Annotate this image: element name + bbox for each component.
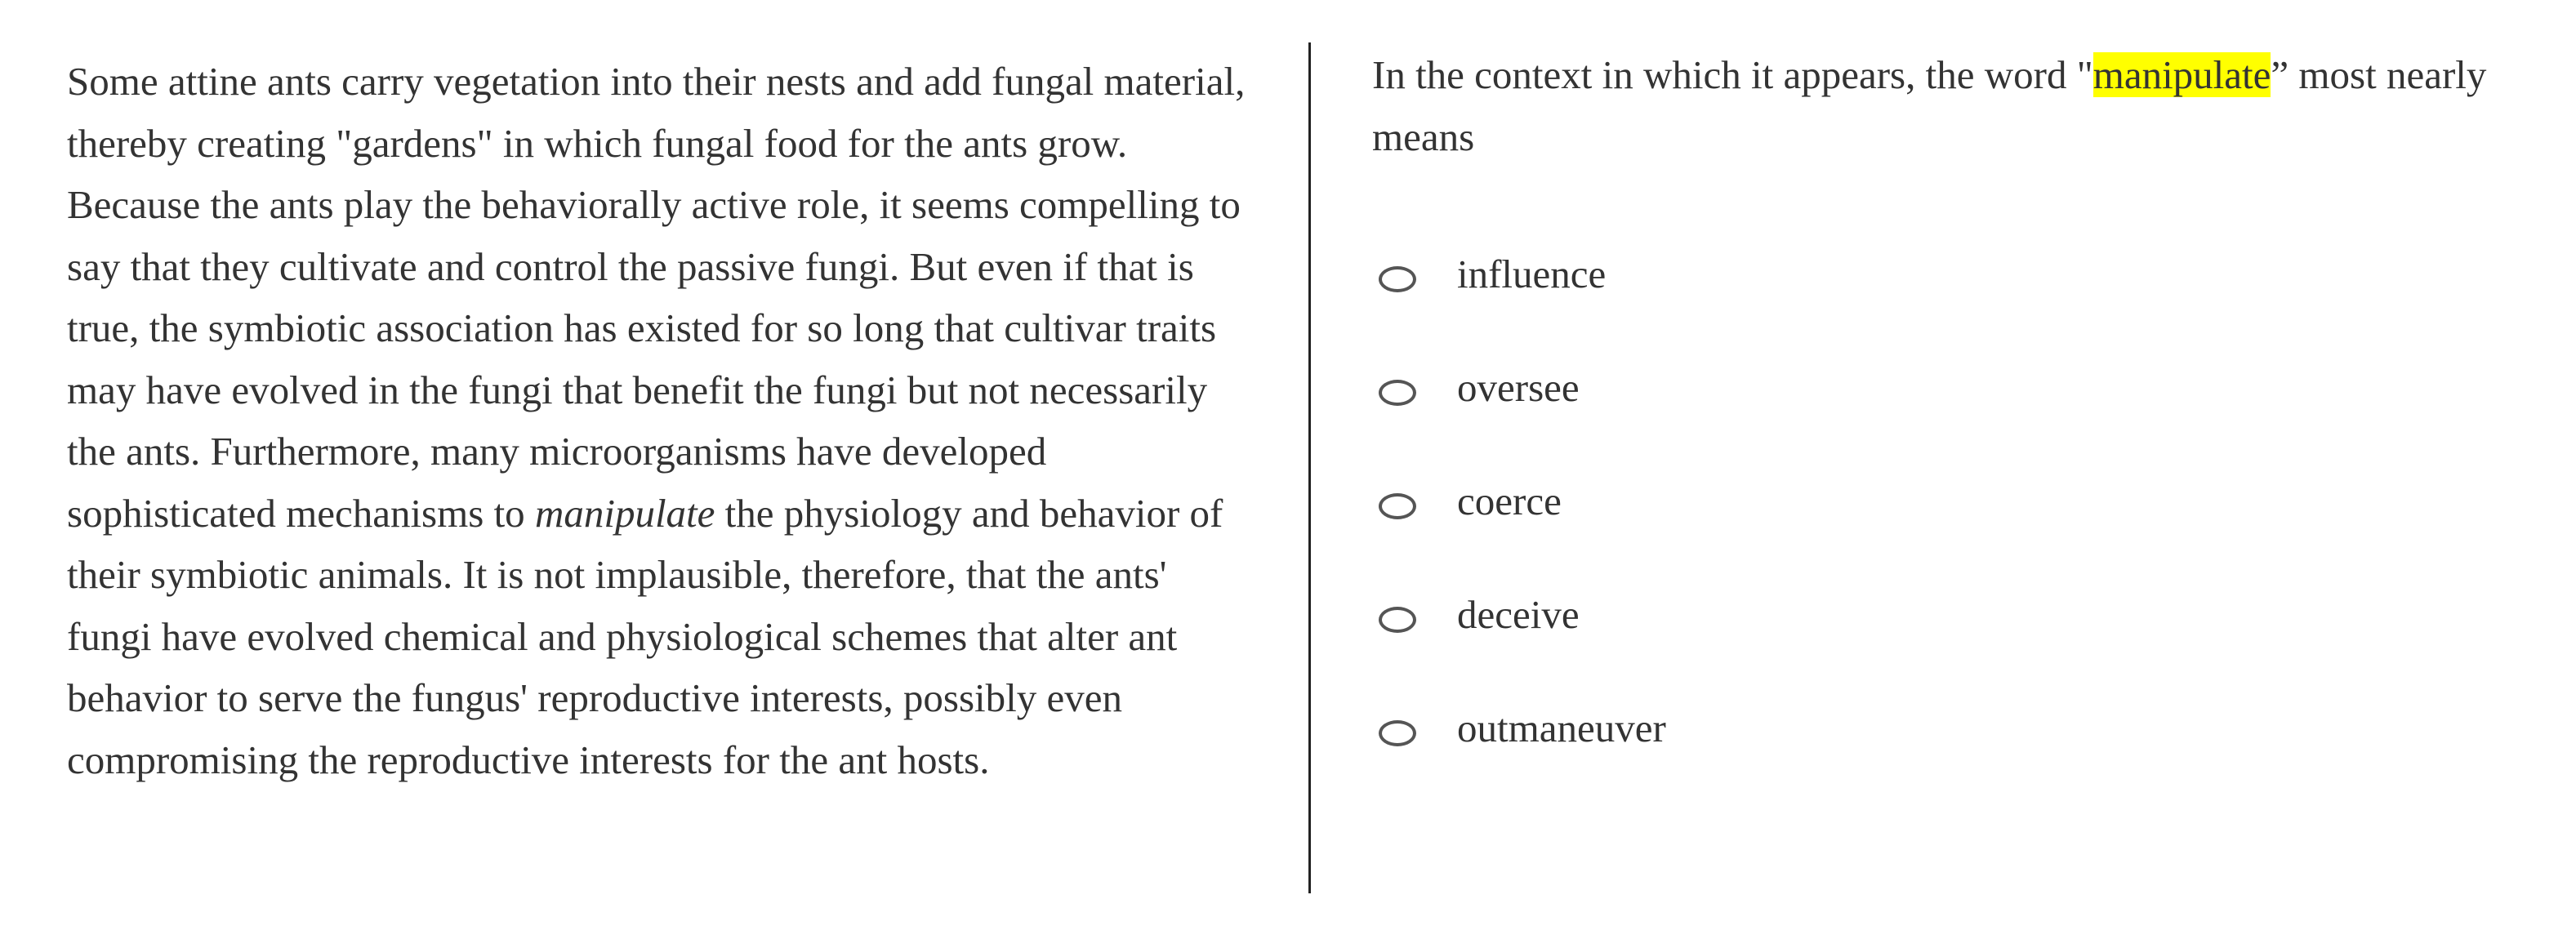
answer-choices (1379, 222, 1666, 790)
radio-button-icon[interactable] (1379, 380, 1416, 406)
question-prefix: In the context in which it appears, the word " (1372, 52, 2093, 97)
passage-text (67, 51, 1259, 790)
pane-divider (1308, 42, 1311, 893)
answer-choice-label[interactable]: deceive (1457, 591, 1580, 637)
question-suffix: ” most nearly means (1372, 52, 2487, 159)
radio-button-icon[interactable] (1379, 607, 1416, 633)
answer-choice-label[interactable]: outmaneuver (1457, 705, 1666, 750)
passage-text-before: Some attine ants carry vegetation into their nests and add fungal material, thereby creating "gardens" in which fungal food for the ants grow. Because the ants play the behaviorally active role, it seems compelling to say that they cultivate and control the passive fungi. But even if that is true, the symbiotic association has existed for so long that cultivar traits may have evolved in the fungi that benefit the fungi but not necessarily the ants. Furthermore, many microorganisms have developed sophisticated mechanisms to (67, 59, 1246, 536)
answer-choice-outmaneuver[interactable] (1379, 676, 1666, 790)
radio-button-icon[interactable] (1379, 266, 1416, 292)
answer-choice-coerce[interactable] (1379, 449, 1666, 563)
question-pane (1372, 44, 2548, 750)
passage-emphasized-word: manipulate (534, 490, 715, 536)
answer-choice-influence[interactable] (1379, 222, 1666, 336)
question-stem (1372, 44, 2548, 167)
answer-choice-oversee[interactable] (1379, 336, 1666, 449)
answer-choice-label[interactable]: influence (1457, 251, 1607, 296)
passage-pane (67, 51, 1259, 790)
radio-button-icon[interactable] (1379, 720, 1416, 746)
question-highlighted-word: manipulate (2092, 52, 2271, 97)
passage-text-after: the physiology and behavior of their symbiotic animals. It is not implausible, therefore, that the ants' fungi have evolved chemical and physiological schemes that alter ant behavior to serve the fungus' reproductive interests, possibly even compromising the reproductive interests for the ant hosts. (67, 490, 1223, 782)
answer-choice-label[interactable]: coerce (1457, 478, 1562, 523)
answer-choice-deceive[interactable] (1379, 563, 1666, 676)
radio-button-icon[interactable] (1379, 493, 1416, 519)
answer-choice-label[interactable]: oversee (1457, 364, 1580, 410)
